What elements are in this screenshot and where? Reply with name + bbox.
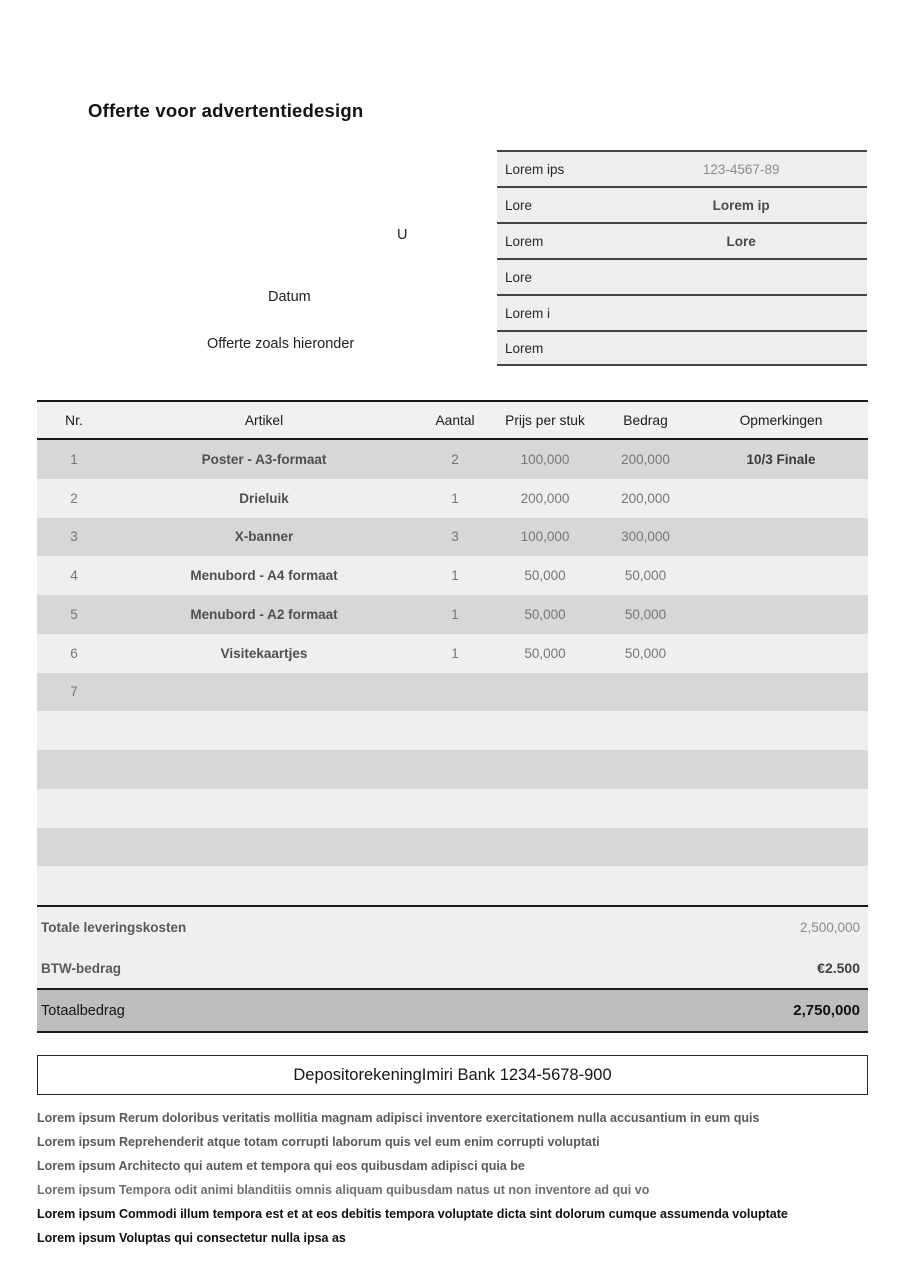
table-row (37, 556, 868, 595)
table-row (37, 789, 868, 828)
totals-row-grand (37, 988, 868, 1033)
table-row (37, 828, 868, 867)
cell-artikel: Drieluik (239, 490, 289, 506)
footer-note: Lorem ipsum Commodi illum tempora est et at eos debitis tempora voluptate dicta sint dolorum cumque assumenda voluptate (37, 1207, 788, 1221)
info-row (497, 222, 867, 258)
totals-delivery-value: 2,500,000 (799, 920, 860, 935)
cell-nr: 5 (70, 606, 78, 622)
cell-aantal: 2 (451, 451, 459, 467)
table-row (37, 634, 868, 673)
cell-artikel: Poster - A3-formaat (201, 451, 327, 467)
cell-nr: 2 (70, 490, 78, 506)
cell-artikel: Menubord - A2 formaat (190, 606, 338, 622)
footer-note: Lorem ipsum Reprehenderit atque totam corrupti laborum quis vel eum enim corrupti voluptati (37, 1135, 600, 1149)
info-label: Lorem i (505, 305, 551, 321)
cell-bedrag: 50,000 (624, 568, 667, 584)
cell-nr: 4 (70, 568, 78, 584)
cell-bedrag: 200,000 (621, 451, 670, 467)
cell-artikel: X-banner (234, 529, 294, 545)
cell-artikel: Visitekaartjes (220, 645, 308, 661)
label-datum: Datum (268, 289, 311, 305)
cell-nr: 6 (70, 645, 78, 661)
table-row (37, 440, 868, 479)
bank-account-box (37, 1055, 868, 1095)
cell-artikel: Menubord - A4 formaat (190, 568, 338, 584)
totals-grand-value: 2,750,000 (793, 1002, 860, 1019)
info-label: Lorem (505, 340, 544, 356)
cell-opmerkingen: 10/3 Finale (746, 451, 816, 467)
totals-section (37, 905, 868, 1033)
totals-delivery-label: Totale leveringskosten (41, 920, 187, 935)
info-row (497, 294, 867, 330)
cell-aantal: 1 (451, 568, 459, 584)
info-value: 123-4567-89 (702, 161, 780, 177)
header-opmerkingen: Opmerkingen (739, 412, 823, 428)
label-offerte-zoals-hieronder: Offerte zoals hieronder (207, 336, 355, 352)
table-row (37, 750, 868, 789)
table-row (37, 711, 868, 750)
cell-bedrag: 300,000 (621, 529, 670, 545)
totals-btw-value: €2.500 (817, 960, 860, 976)
cell-aantal: 1 (451, 490, 459, 506)
info-value: Lorem ip (712, 197, 770, 213)
info-label: Lorem ips (505, 161, 565, 177)
cell-nr: 7 (70, 684, 78, 700)
cell-prijs: 50,000 (524, 645, 566, 661)
cell-prijs: 50,000 (524, 606, 566, 622)
table-row (37, 595, 868, 634)
bank-account-text: DepositorekeningImiri Bank 1234-5678-900 (293, 1065, 612, 1084)
table-row (37, 518, 868, 557)
totals-grand-label: Totaalbedrag (41, 1002, 125, 1019)
totals-row-btw (37, 948, 868, 988)
footer-note: Lorem ipsum Rerum doloribus veritatis mollitia magnam adipisci inventore exercitationem nulla accusantium in eum quis (37, 1111, 760, 1125)
cell-aantal: 3 (451, 529, 459, 545)
cell-prijs: 100,000 (520, 451, 570, 467)
cell-bedrag: 200,000 (621, 490, 670, 506)
cell-nr: 3 (70, 529, 78, 545)
cell-aantal: 1 (451, 606, 459, 622)
footer-note: Lorem ipsum Tempora odit animi blanditiis omnis aliquam quibusdam natus ut non inventore ad qui vo (37, 1183, 650, 1197)
page-title: Offerte voor advertentiedesign (88, 100, 364, 121)
header-prijs-per-stuk: Prijs per stuk (505, 412, 585, 428)
info-row (497, 330, 867, 366)
totals-btw-label: BTW-bedrag (41, 960, 121, 976)
table-row (37, 866, 868, 905)
footer-note: Lorem ipsum Architecto qui autem et tempora qui eos quibusdam adipisci quia be (37, 1159, 525, 1173)
cell-bedrag: 50,000 (624, 606, 667, 622)
table-row (37, 673, 868, 712)
info-value: Lore (726, 233, 756, 249)
cell-prijs: 200,000 (520, 490, 570, 506)
cell-prijs: 50,000 (524, 568, 566, 584)
info-label: Lore (505, 197, 533, 213)
items-table (37, 400, 868, 1033)
table-row (37, 479, 868, 518)
cell-aantal: 1 (451, 645, 459, 661)
info-label: Lorem (505, 233, 544, 249)
info-row (497, 150, 867, 186)
header-artikel: Artikel (244, 412, 284, 428)
items-table-body (37, 440, 868, 905)
info-label: Lore (505, 269, 533, 285)
cell-prijs: 100,000 (520, 529, 570, 545)
footer-note: Lorem ipsum Voluptas qui consectetur nulla ipsa as (37, 1231, 346, 1245)
totals-row-delivery (37, 907, 868, 948)
header-bedrag: Bedrag (623, 412, 668, 428)
info-table (497, 150, 867, 366)
footer-notes (37, 1110, 877, 1254)
cell-nr: 1 (70, 451, 78, 467)
info-row (497, 258, 867, 294)
items-table-header (37, 400, 868, 440)
header-aantal: Aantal (435, 412, 475, 428)
label-u: U (397, 227, 408, 243)
header-nr: Nr. (65, 412, 83, 428)
cell-bedrag: 50,000 (624, 645, 667, 661)
info-row (497, 186, 867, 222)
